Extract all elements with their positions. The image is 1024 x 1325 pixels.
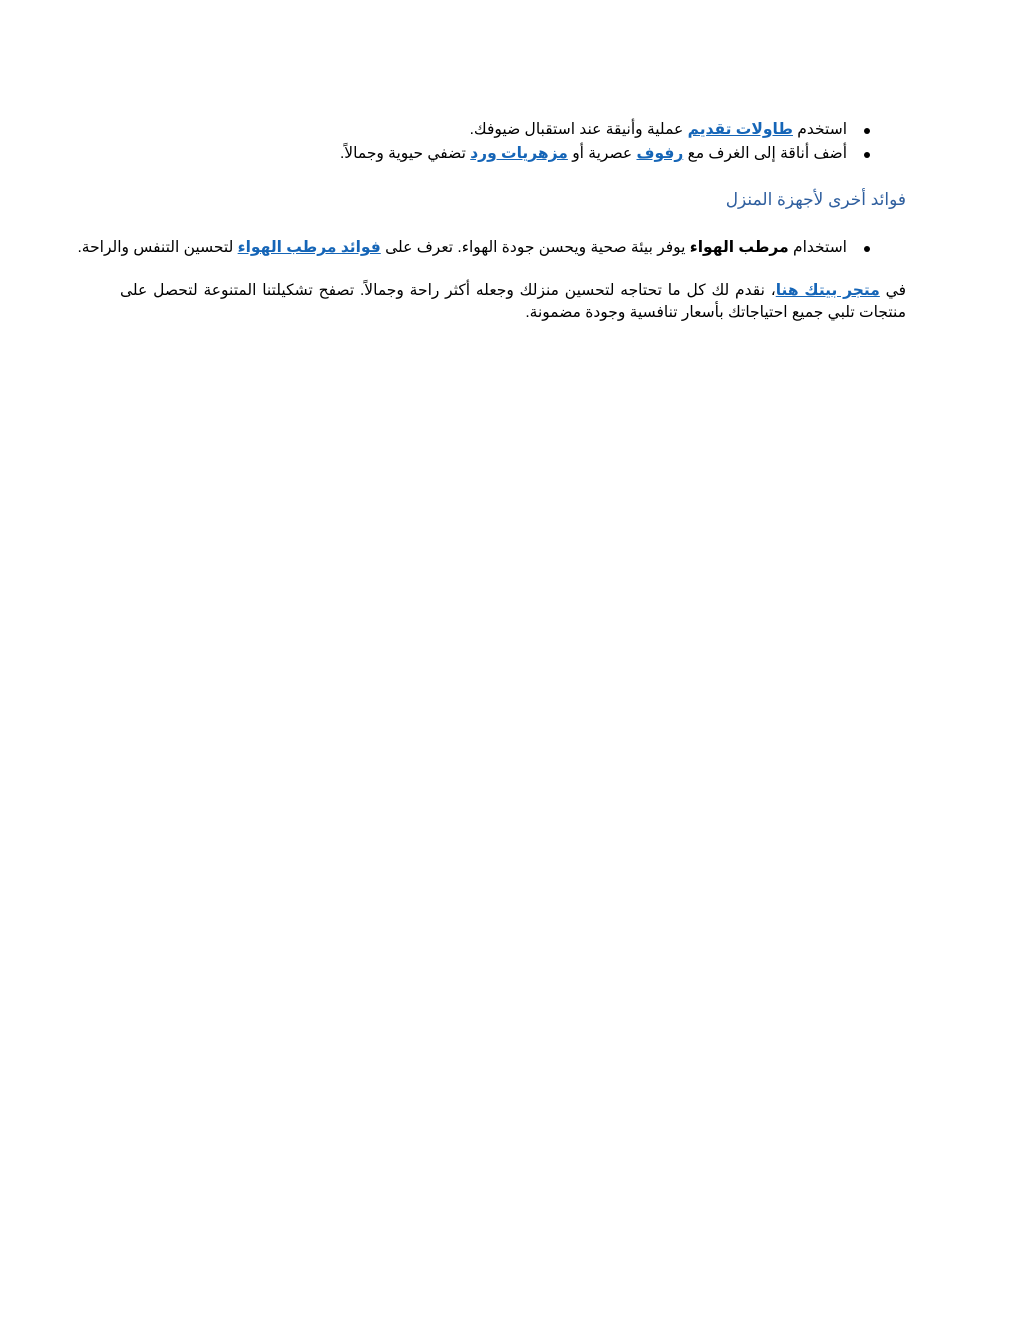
closing-paragraph [120, 280, 906, 324]
humidifier-benefits-link[interactable]: فوائد مرطب الهواء [237, 239, 381, 256]
document-body [77, 118, 906, 324]
humidifier-term: مرطب الهواء [689, 239, 789, 256]
bullet-icon [864, 128, 870, 134]
serving-tables-link[interactable]: طاولات تقديم [687, 121, 793, 138]
list-item [77, 236, 906, 260]
bullet-list-appliances [77, 236, 906, 260]
flower-vases-link[interactable]: مزهريات ورد [470, 145, 568, 162]
list-item [120, 142, 906, 166]
paragraph-text: ، نقدم لك كل ما تحتاجه لتحسين منزلك وجعله أكثر راحة وجمالاً. تصفح تشكيلتنا المتنوعة لتحصل على منتجات تلبي جميع احتياجاتك بأسعار تنافسية وجودة مضمونة. [120, 282, 906, 321]
list-item-text: عصرية أو [567, 145, 637, 162]
list-item [120, 118, 906, 142]
store-link[interactable]: متجر بيتك هنا [775, 282, 880, 299]
list-item-text: استخدم [792, 121, 847, 138]
list-item-text: تضفي حيوية وجمالاً. [339, 145, 471, 162]
list-item-text: عملية وأنيقة عند استقبال ضيوفك. [469, 121, 688, 138]
list-item-text: يوفر بيئة صحية ويحسن جودة الهواء. تعرف على [380, 239, 690, 256]
bullet-icon [864, 152, 870, 158]
shelves-link[interactable]: رفوف [636, 145, 684, 162]
paragraph-text: في [879, 282, 906, 299]
section-heading: فوائد أخرى لأجهزة المنزل [725, 190, 906, 209]
list-item-text: استخدام [788, 239, 847, 256]
bullet-list-decor [120, 118, 906, 166]
list-item-text: لتحسين التنفس والراحة. [77, 239, 238, 256]
list-item-text: أضف أناقة إلى الغرف مع [683, 145, 847, 162]
bullet-icon [864, 246, 870, 252]
